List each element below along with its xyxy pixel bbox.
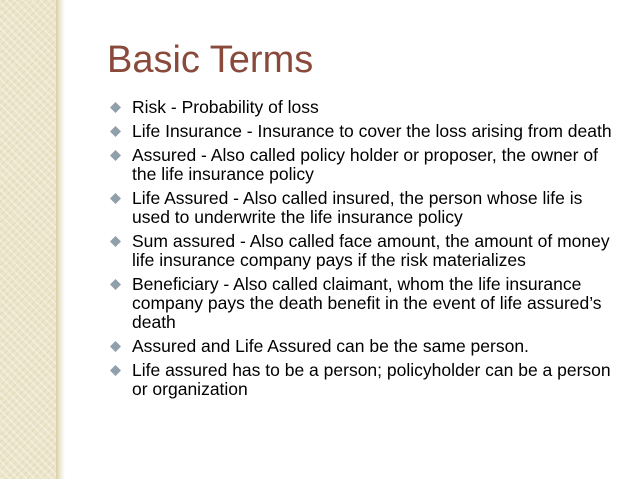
- list-item: [110, 337, 620, 356]
- list-item: [110, 232, 620, 270]
- bullet-text: Life Insurance - Insurance to cover the loss arising from death: [132, 121, 612, 141]
- slide-title: Basic Terms: [107, 39, 314, 81]
- bullet-icon: [110, 150, 121, 161]
- bullet-text: Life Assured - Also called insured, the person whose life is used to underwrite the life insurance policy: [132, 188, 583, 227]
- bullet-text: Sum assured - Also called face amount, the amount of money life insurance company pays if the risk materializes: [132, 231, 610, 270]
- list-item: [110, 361, 620, 399]
- bullet-icon: [110, 279, 121, 290]
- bullet-list: [110, 98, 620, 404]
- decorative-side-band: [0, 0, 56, 479]
- bullet-icon: [110, 193, 121, 204]
- bullet-icon: [110, 126, 121, 137]
- bullet-text: Assured and Life Assured can be the same person.: [132, 336, 529, 356]
- bullet-icon: [110, 236, 121, 247]
- list-item: [110, 275, 620, 332]
- bullet-text: Risk - Probability of loss: [132, 97, 319, 117]
- side-band-shadow: [56, 0, 65, 479]
- bullet-icon: [110, 341, 121, 352]
- bullet-text: Beneficiary - Also called claimant, whom the life insurance company pays the death benefit in the event of life assured’s death: [132, 274, 602, 332]
- list-item: [110, 98, 620, 117]
- bullet-text: Assured - Also called policy holder or proposer, the owner of the life insurance policy: [132, 145, 598, 184]
- bullet-icon: [110, 102, 121, 113]
- list-item: [110, 122, 620, 141]
- list-item: [110, 146, 620, 184]
- list-item: [110, 189, 620, 227]
- bullet-text: Life assured has to be a person; policyholder can be a person or organization: [132, 360, 611, 399]
- bullet-icon: [110, 365, 121, 376]
